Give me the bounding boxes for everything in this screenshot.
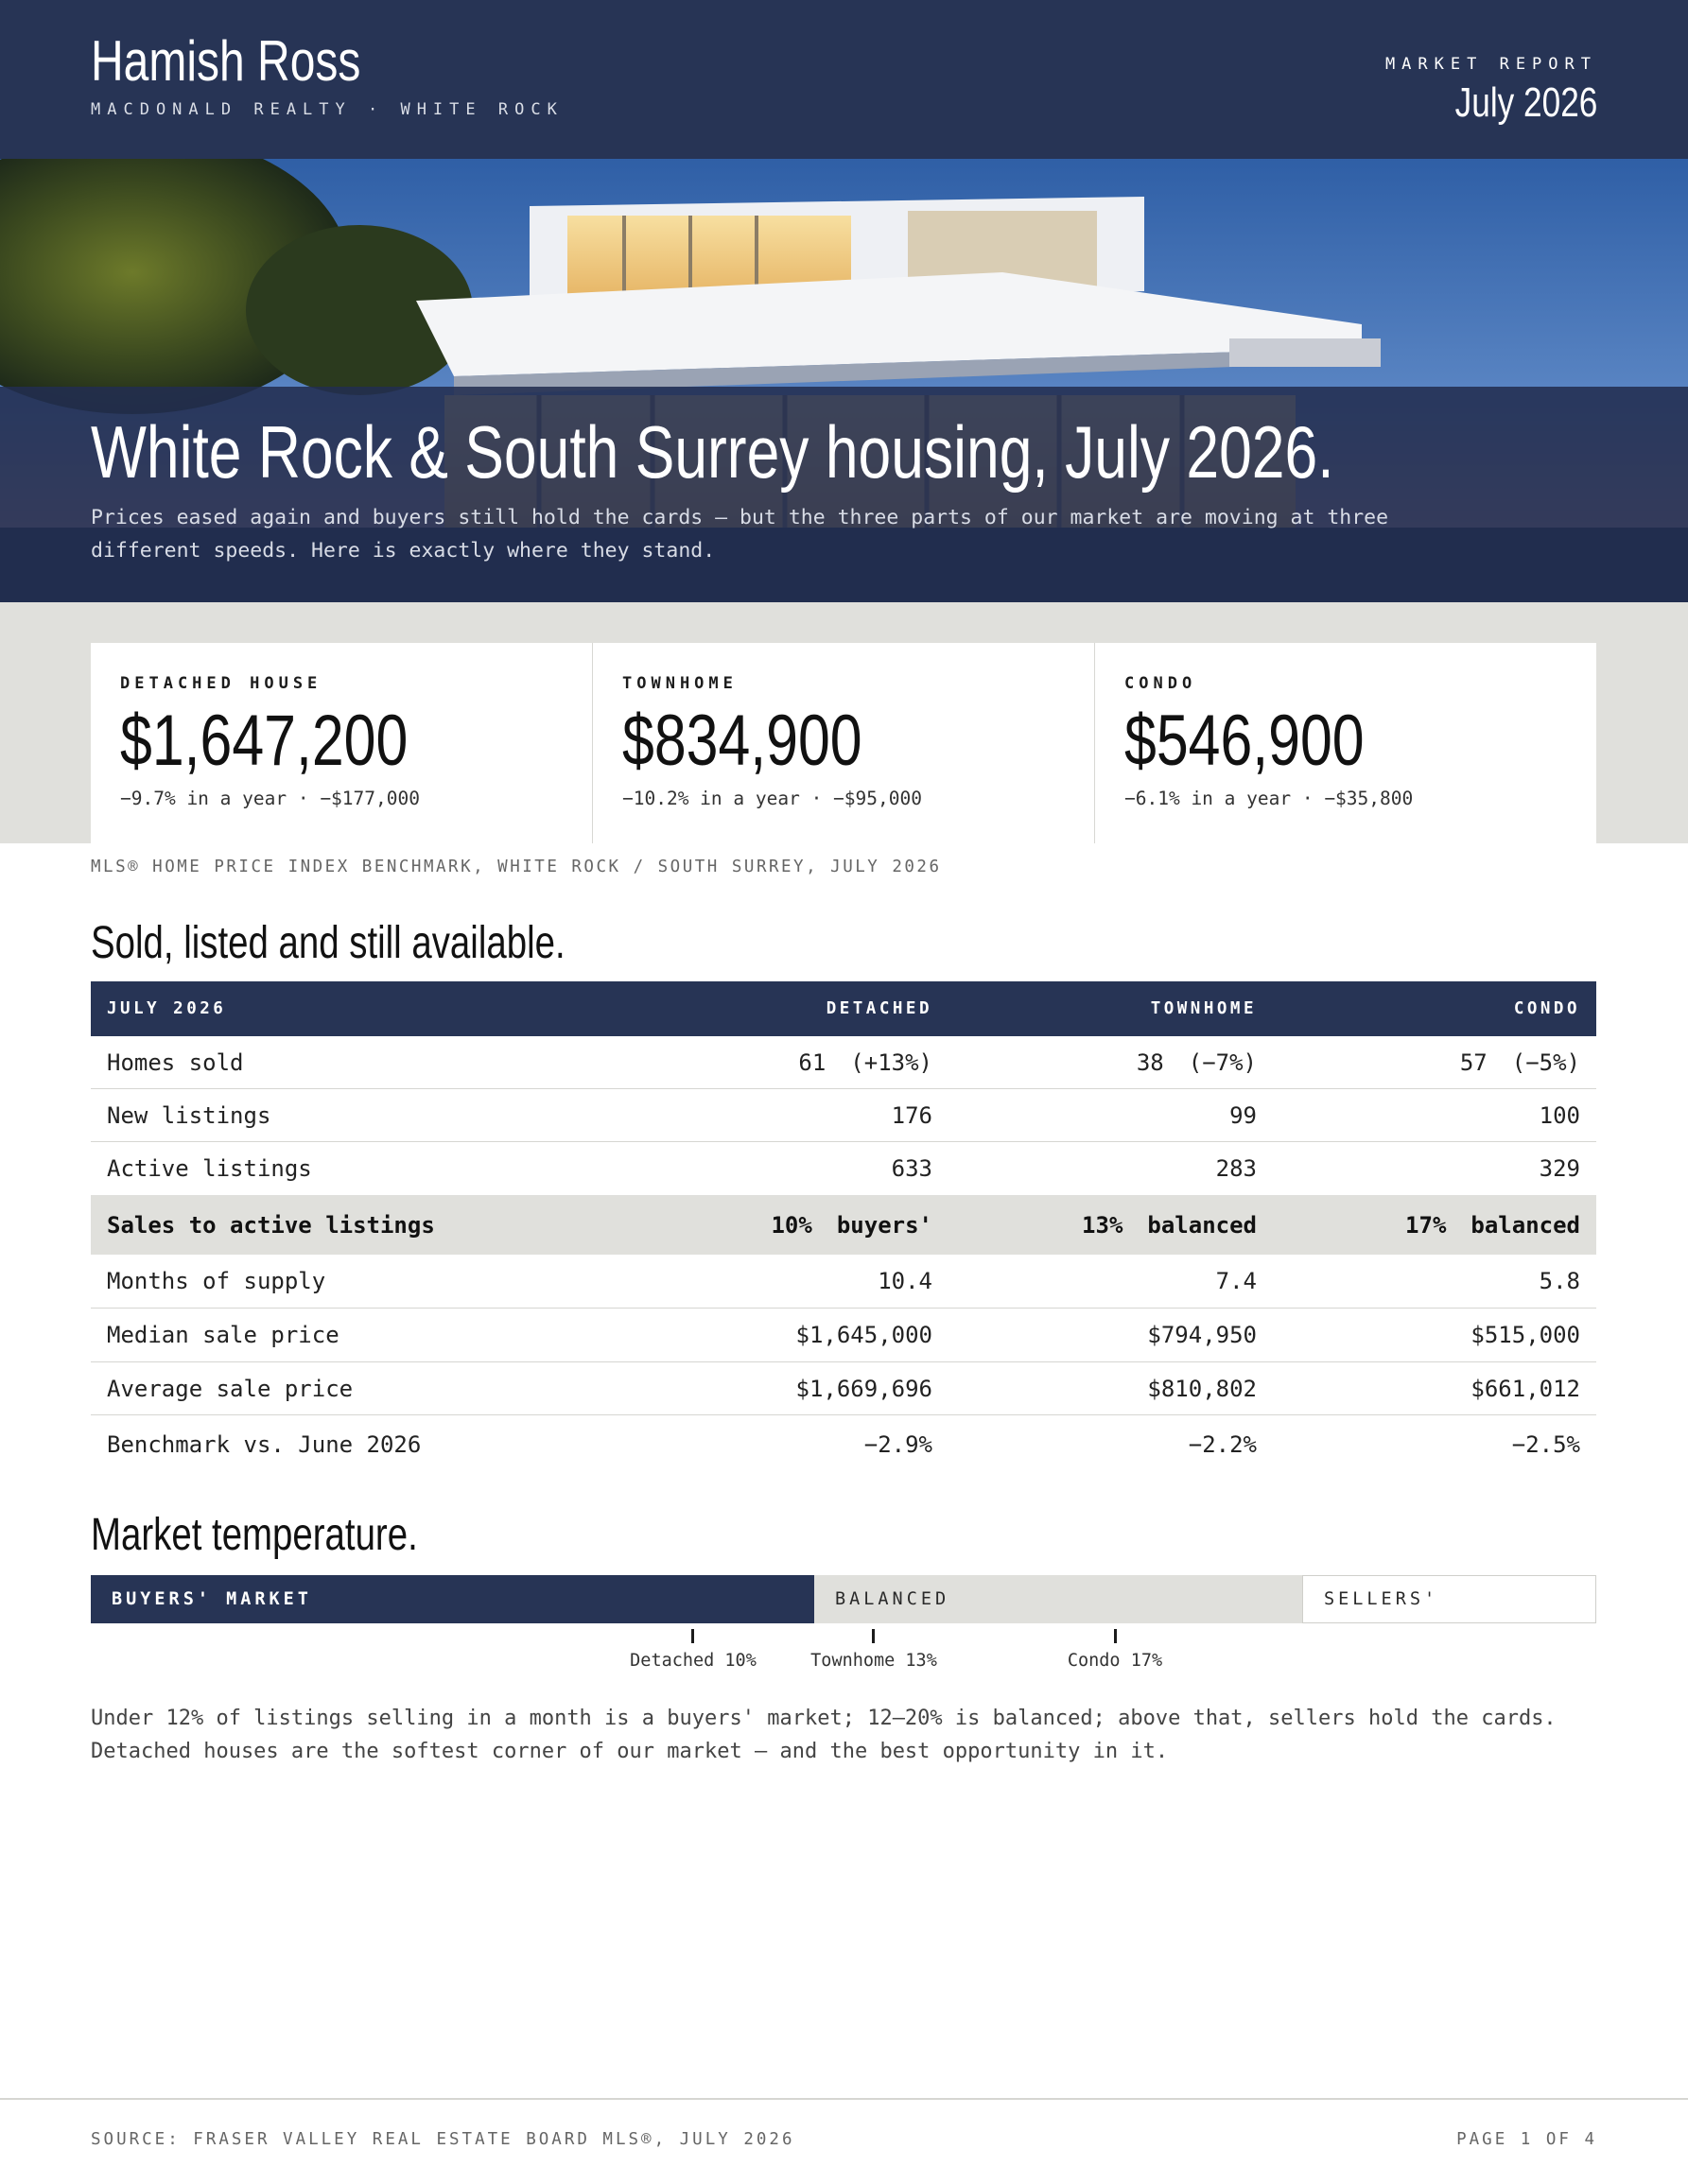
table-row-highlight [91, 1195, 1596, 1255]
table-row [91, 1362, 1596, 1415]
agent-name: Hamish Ross [91, 29, 361, 93]
cell: 13% balanced [1082, 1211, 1257, 1239]
header-cell: DETACHED [826, 999, 932, 1018]
benchmark-card-detached [91, 643, 592, 843]
header-cell: JULY 2026 [107, 999, 227, 1018]
marker-tick-townhome [872, 1629, 875, 1643]
benchmark-price: $1,647,200 [120, 701, 409, 781]
cell: 10.4 [878, 1268, 932, 1294]
brokerage-name: MACDONALD REALTY · WHITE ROCK [91, 100, 564, 119]
benchmark-source-note: MLS® HOME PRICE INDEX BENCHMARK, WHITE ROCK / SOUTH SURREY, JULY 2026 [91, 858, 942, 876]
footer-divider [0, 2098, 1688, 2100]
cell: 38 (−7%) [1136, 1049, 1257, 1076]
cell: 283 [1215, 1155, 1257, 1182]
table-row [91, 1309, 1596, 1362]
cell: $810,802 [1147, 1375, 1257, 1402]
benchmark-label: DETACHED HOUSE [120, 674, 322, 693]
benchmark-card-condo [1094, 643, 1596, 843]
benchmark-change: −9.7% in a year · −$177,000 [120, 788, 420, 809]
row-label: Homes sold [107, 1049, 244, 1076]
cell: 633 [891, 1155, 932, 1182]
cell: $794,950 [1147, 1322, 1257, 1348]
cell: 17% balanced [1405, 1211, 1580, 1239]
report-label: MARKET REPORT [1384, 55, 1597, 74]
page-number: PAGE 1 OF 4 [1456, 2130, 1597, 2149]
report-header [0, 0, 1688, 159]
cell: $661,012 [1470, 1375, 1580, 1402]
benchmark-change: −10.2% in a year · −$95,000 [622, 788, 922, 809]
cell: 61 (+13%) [798, 1049, 932, 1076]
segment-balanced: BALANCED [814, 1575, 1302, 1623]
table-row [91, 1089, 1596, 1142]
segment-sellers: SELLERS' [1302, 1575, 1596, 1623]
row-label: New listings [107, 1101, 271, 1129]
market-temperature-bar [91, 1575, 1596, 1623]
benchmark-card-townhome [592, 643, 1094, 843]
marker-label-detached: Detached 10% [630, 1651, 757, 1671]
header-cell: CONDO [1513, 999, 1580, 1018]
marker-label-condo: Condo 17% [1067, 1651, 1163, 1671]
table-row [91, 1036, 1596, 1089]
cell: 57 (−5%) [1459, 1049, 1580, 1076]
cell: 176 [891, 1101, 932, 1129]
cell: 100 [1539, 1101, 1580, 1129]
cell: 10% buyers' [771, 1211, 932, 1239]
row-label: Median sale price [107, 1322, 339, 1348]
row-label: Active listings [107, 1155, 312, 1182]
table-row [91, 1142, 1596, 1195]
segment-buyers-market: BUYERS' MARKET [91, 1575, 814, 1623]
cell: 99 [1229, 1101, 1257, 1129]
report-subtitle: Prices eased again and buyers still hold the cards — but the three parts of our market are moving at three different speeds. Here is exactly where they stand. [91, 506, 1389, 563]
cell: $1,669,696 [795, 1375, 932, 1402]
cell: −2.9% [863, 1431, 932, 1458]
marker-tick-detached [691, 1629, 694, 1643]
table-row [91, 1415, 1596, 1474]
report-date: July 2026 [1454, 79, 1597, 126]
cell: −2.5% [1511, 1431, 1580, 1458]
temperature-explanation: Under 12% of listings selling in a month is a buyers' market; 12–20% is balanced; above that, sellers hold the cards. Detached houses are the softest corner of our market — and the best opportunity in it. [91, 1707, 1557, 1763]
benchmark-change: −6.1% in a year · −$35,800 [1124, 788, 1414, 809]
marker-label-townhome: Townhome 13% [810, 1651, 937, 1671]
table-section-title: Sold, listed and still available. [91, 918, 566, 968]
report-title: White Rock & South Surrey housing, July 2026. [91, 410, 1334, 494]
cell: $1,645,000 [795, 1322, 932, 1348]
row-label: Sales to active listings [107, 1211, 435, 1239]
temperature-section-title: Market temperature. [91, 1510, 418, 1560]
row-label: Average sale price [107, 1375, 354, 1402]
header-cell: TOWNHOME [1150, 999, 1257, 1018]
cell: 5.8 [1539, 1268, 1580, 1294]
cell: −2.2% [1188, 1431, 1257, 1458]
marker-tick-condo [1114, 1629, 1117, 1643]
benchmark-price: $546,900 [1124, 701, 1365, 781]
market-stats-table [91, 981, 1596, 1474]
benchmark-cards [91, 643, 1596, 843]
row-label: Months of supply [107, 1268, 326, 1294]
cell: 7.4 [1215, 1268, 1257, 1294]
cell: 329 [1539, 1155, 1580, 1182]
benchmark-label: TOWNHOME [622, 674, 738, 693]
benchmark-price: $834,900 [622, 701, 862, 781]
row-label: Benchmark vs. June 2026 [107, 1431, 422, 1458]
table-header [91, 981, 1596, 1036]
footer-source: SOURCE: FRASER VALLEY REAL ESTATE BOARD MLS®, JULY 2026 [91, 2130, 795, 2149]
benchmark-label: CONDO [1124, 674, 1197, 693]
cell: $515,000 [1470, 1322, 1580, 1348]
table-row [91, 1255, 1596, 1309]
